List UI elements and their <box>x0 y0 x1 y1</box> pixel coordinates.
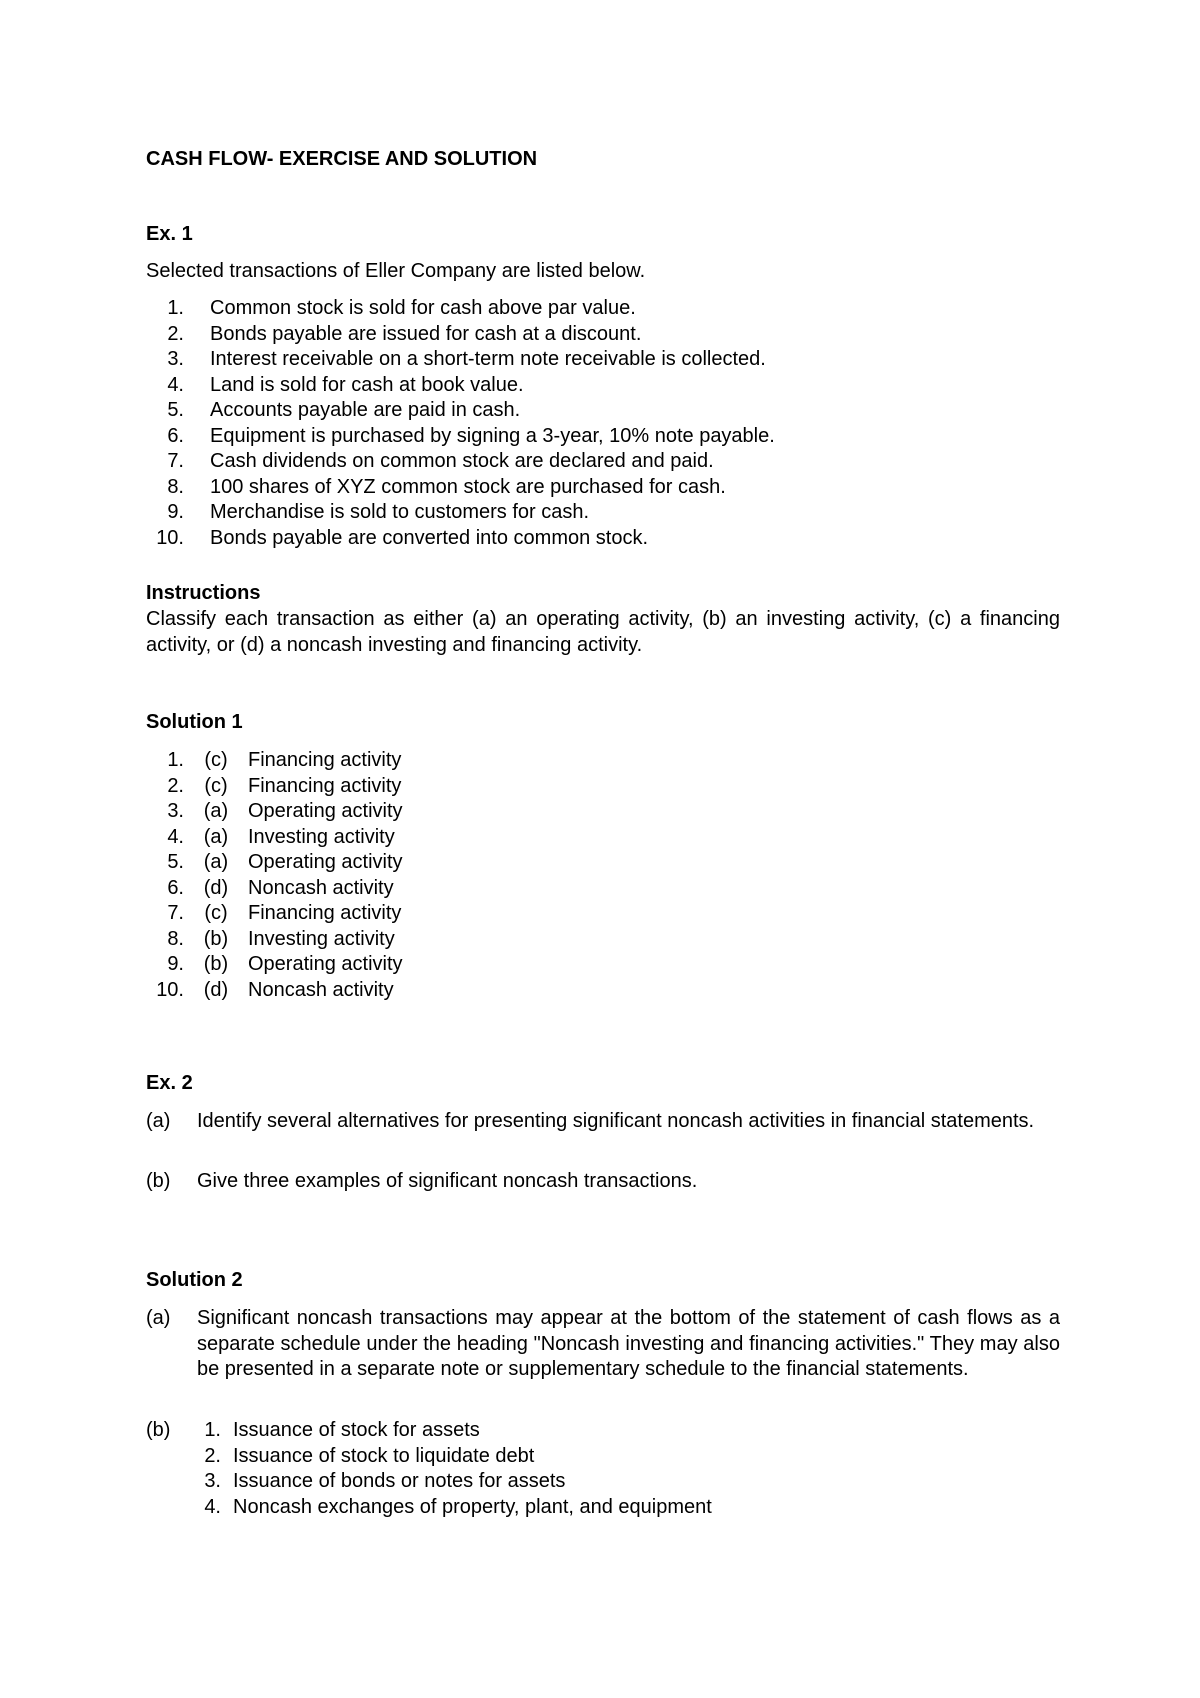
list-item: 6. Equipment is purchased by signing a 3-year, 10% note payable. <box>167 424 775 447</box>
list-item: 7. Cash dividends on common stock are declared and paid. <box>167 450 714 472</box>
instructions-heading: Instructions <box>146 582 261 604</box>
ex1-transaction-list <box>146 296 775 551</box>
list-item: 5. (a) Operating activity <box>167 851 403 873</box>
list-item: 3. Interest receivable on a short-term note receivable is collected. <box>167 348 766 370</box>
list-item: 10. Bonds payable are converted into common stock. <box>156 526 649 549</box>
list-item: 2. Bonds payable are issued for cash at a discount. <box>167 322 642 345</box>
list-item: 9. Merchandise is sold to customers for cash. <box>167 501 590 523</box>
solution2-part-a <box>146 1306 1060 1383</box>
list-item: 1. Common stock is sold for cash above par value. <box>167 297 636 319</box>
sol2-a-text: Significant noncash transactions may appear at the bottom of the statement of cash flows as a separate schedule under the heading "Noncash investing and financing activities." They may also be presented in a separate note or supplementary schedule to the financial statements. <box>197 1307 1060 1380</box>
list-item: 2. (c) Financing activity <box>167 774 402 797</box>
ex2-part-a <box>146 1109 1060 1135</box>
list-item: 2. Issuance of stock to liquidate debt <box>204 1444 535 1467</box>
solution1-heading: Solution 1 <box>146 711 243 733</box>
list-item: 1. Issuance of stock for assets <box>204 1419 480 1441</box>
ex2-part-b <box>146 1169 1060 1195</box>
list-item: 7. (c) Financing activity <box>167 902 402 924</box>
ex2-a-label: (a) <box>146 1110 171 1132</box>
list-item: 4. Noncash exchanges of property, plant, and equipment <box>204 1495 712 1518</box>
sol2-b-label: (b) <box>146 1419 171 1441</box>
list-item: 6. (d) Noncash activity <box>167 876 394 899</box>
ex2-b-label: (b) <box>146 1170 171 1192</box>
ex2-a-text: Identify several alternatives for presenting significant noncash activities in financial statements. <box>197 1110 1035 1132</box>
list-item: 8. (b) Investing activity <box>167 927 395 950</box>
ex1-heading: Ex. 1 <box>146 223 193 245</box>
document-title: CASH FLOW- EXERCISE AND SOLUTION <box>146 148 538 170</box>
list-item: 3. (a) Operating activity <box>167 800 403 822</box>
list-item: 4. Land is sold for cash at book value. <box>167 373 524 396</box>
list-item: 1. (c) Financing activity <box>167 749 402 771</box>
solution2-heading: Solution 2 <box>146 1269 243 1291</box>
list-item: 5. Accounts payable are paid in cash. <box>167 399 521 421</box>
solution1-list <box>146 748 403 1003</box>
ex1-intro: Selected transactions of Eller Company are listed below. <box>146 260 646 282</box>
ex2-b-text: Give three examples of significant noncash transactions. <box>197 1170 698 1192</box>
list-item: 9. (b) Operating activity <box>167 953 403 975</box>
ex2-heading: Ex. 2 <box>146 1072 193 1094</box>
list-item: 4. (a) Investing activity <box>167 825 395 848</box>
solution2-b-list <box>197 1418 1060 1520</box>
list-item: 10. (d) Noncash activity <box>156 978 394 1001</box>
solution2-part-b <box>146 1418 1060 1520</box>
instructions-text: Classify each transaction as either (a) an operating activity, (b) an investing activity, (c) a financing activity, or (d) a noncash investing and financing activity. <box>146 608 1060 656</box>
list-item: 8. 100 shares of XYZ common stock are purchased for cash. <box>167 475 726 498</box>
sol2-a-label: (a) <box>146 1307 171 1329</box>
list-item: 3. Issuance of bonds or notes for assets <box>204 1470 566 1492</box>
